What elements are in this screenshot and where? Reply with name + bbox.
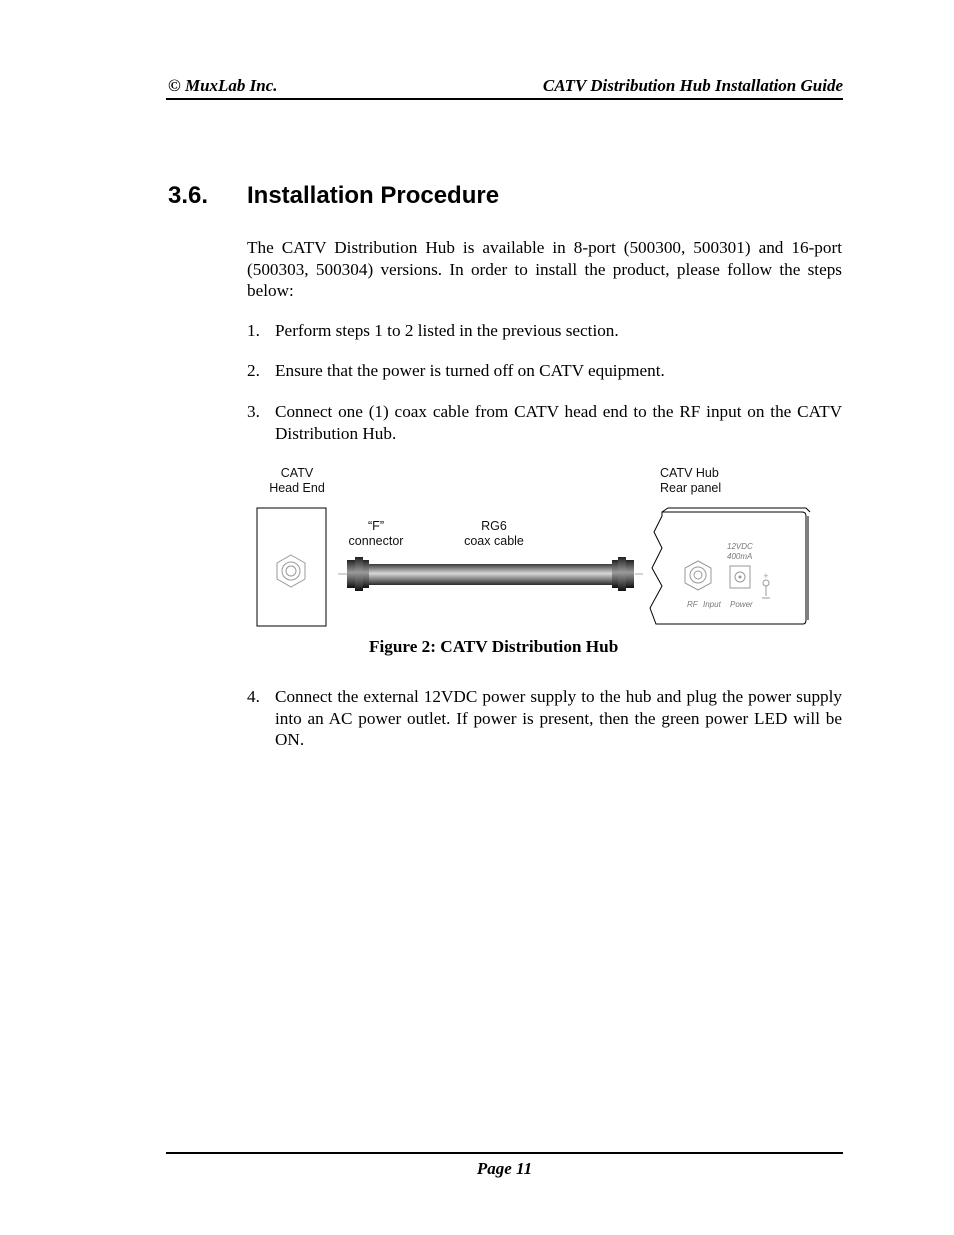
step-text: Connect the external 12VDC power supply to the hub and plug the power supply into an AC power outlet. If power is present, then the green power LED will be ON.: [275, 687, 842, 749]
label-head-end-line1: CATV: [280, 466, 314, 480]
label-head-end: [260, 466, 334, 496]
panel-power-label: Power: [730, 600, 753, 609]
page-number: Page 11: [476, 1159, 533, 1178]
label-coax-cable-line2: coax cable: [464, 534, 524, 548]
label-f-connector-line2: connector: [348, 534, 404, 548]
label-hub-line2: Rear panel: [660, 481, 722, 495]
label-f-connector-line1: “F”: [368, 519, 384, 533]
figure-caption: Figure 2: CATV Distribution Hub: [369, 637, 619, 656]
coax-cable: [347, 557, 634, 591]
panel-input-label: Input: [703, 600, 721, 609]
svg-text:+: +: [763, 572, 769, 580]
panel-current-label: 400mA: [727, 552, 753, 561]
step-number: 1.: [247, 321, 260, 340]
label-f-connector: [338, 519, 414, 549]
intro-paragraph: The CATV Distribution Hub is available in 8-port (500300, 500301) and 16-port (500303, 500304) versions. In order to install the product, please follow the steps below:: [247, 238, 842, 300]
step-text: Ensure that the power is turned off on CATV equipment.: [275, 361, 665, 380]
label-hub-line1: CATV Hub: [660, 466, 719, 480]
label-hub-rear-panel: [660, 466, 740, 496]
panel-voltage-label: 12VDC: [727, 542, 753, 551]
step-text: Perform steps 1 to 2 listed in the previous section.: [275, 321, 619, 340]
section-title: Installation Procedure: [247, 182, 500, 209]
section-number: 3.6.: [168, 182, 209, 209]
label-coax-cable: [454, 519, 534, 549]
head-end-box: [257, 508, 326, 626]
header-company: © MuxLab Inc.: [168, 76, 278, 95]
step-number: 3.: [247, 402, 260, 421]
label-head-end-line2: Head End: [269, 481, 325, 495]
page-header: [166, 76, 843, 100]
label-coax-cable-line1: RG6: [481, 519, 507, 533]
step-number: 4.: [247, 687, 260, 706]
figure-catv-hub-diagram: [250, 460, 815, 635]
step-number: 2.: [247, 361, 260, 380]
panel-rf-label: RF: [687, 600, 698, 609]
header-document-title: CATV Distribution Hub Installation Guide: [542, 76, 843, 95]
step-text: Connect one (1) coax cable from CATV head end to the RF input on the CATV Distribution Hub.: [275, 402, 842, 443]
page-footer: [166, 1152, 843, 1179]
